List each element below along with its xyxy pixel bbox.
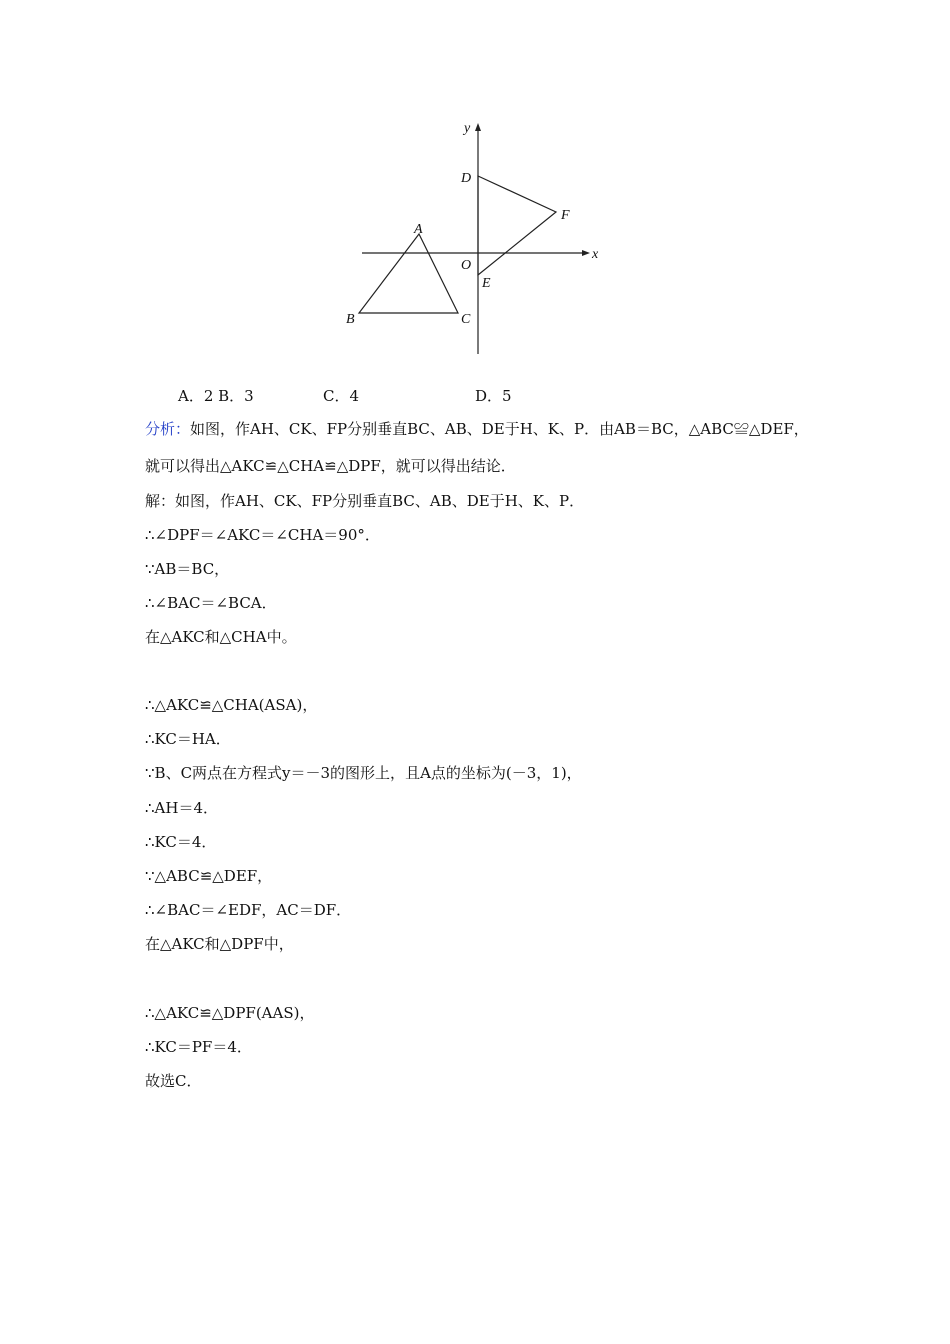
solution-line-4: ∴∠BAC＝∠BCA． [145,594,277,612]
solution-line-13: 在△AKC和△DPF中， [145,935,294,953]
solution-line-2: ∴∠DPF＝∠AKC＝∠CHA＝90°． [145,526,380,544]
choice-c: C．4 [323,387,360,405]
solution-line-11: ∵△ABC≌△DEF， [145,867,273,885]
solution-line-7: ∴KC＝HA． [145,730,231,748]
analysis-text: 如图，作AH、CK、FP分别垂直BC、AB、DE于H、K、P．由AB＝BC，△ABC≌△DEF， [190,420,809,438]
y-axis-arrow [475,123,481,131]
analysis-line-2: 就可以得出△AKC≌△CHA≌△DPF，就可以得出结论． [145,457,516,475]
choice-a-b: A．2 B．3 [178,387,254,405]
analysis-line-1 [145,419,809,439]
label-o: O [461,258,472,273]
label-f: F [561,208,570,223]
solution-line-15: ∴KC＝PF＝4． [145,1038,252,1056]
label-e: E [482,276,491,291]
solution-line-12: ∴∠BAC＝∠EDF，AC＝DF． [145,901,352,919]
triangle-def [478,176,556,275]
label-x: x [592,247,599,262]
solution-line-8: ∵B、C两点在方程式y＝－3的图形上，且A点的坐标为(－3，1)， [145,764,582,782]
choice-d: D．5 [475,387,512,405]
label-d: D [461,171,472,186]
label-y: y [464,121,471,136]
label-a: A [414,222,423,237]
solution-line-9: ∴AH＝4． [145,799,219,817]
coordinate-figure [340,112,620,362]
solution-line-3: ∵AB＝BC， [145,560,230,578]
solution-line-5: 在△AKC和△CHA中。 [145,628,297,646]
solution-line-1: 解：如图，作AH、CK、FP分别垂直BC、AB、DE于H、K、P． [145,492,585,510]
label-c: C [461,312,471,327]
solution-line-6: ∴△AKC≌△CHA(ASA)， [145,696,318,714]
analysis-label: 分析： [145,420,191,438]
solution-line-14: ∴△AKC≌△DPF(AAS)， [145,1004,315,1022]
solution-line-16: 故选C． [145,1072,202,1090]
answer-choices [0,385,950,405]
solution-line-10: ∴KC＝4． [145,833,217,851]
triangle-abc [359,234,458,313]
label-b: B [346,312,355,327]
x-axis-arrow [582,250,590,256]
